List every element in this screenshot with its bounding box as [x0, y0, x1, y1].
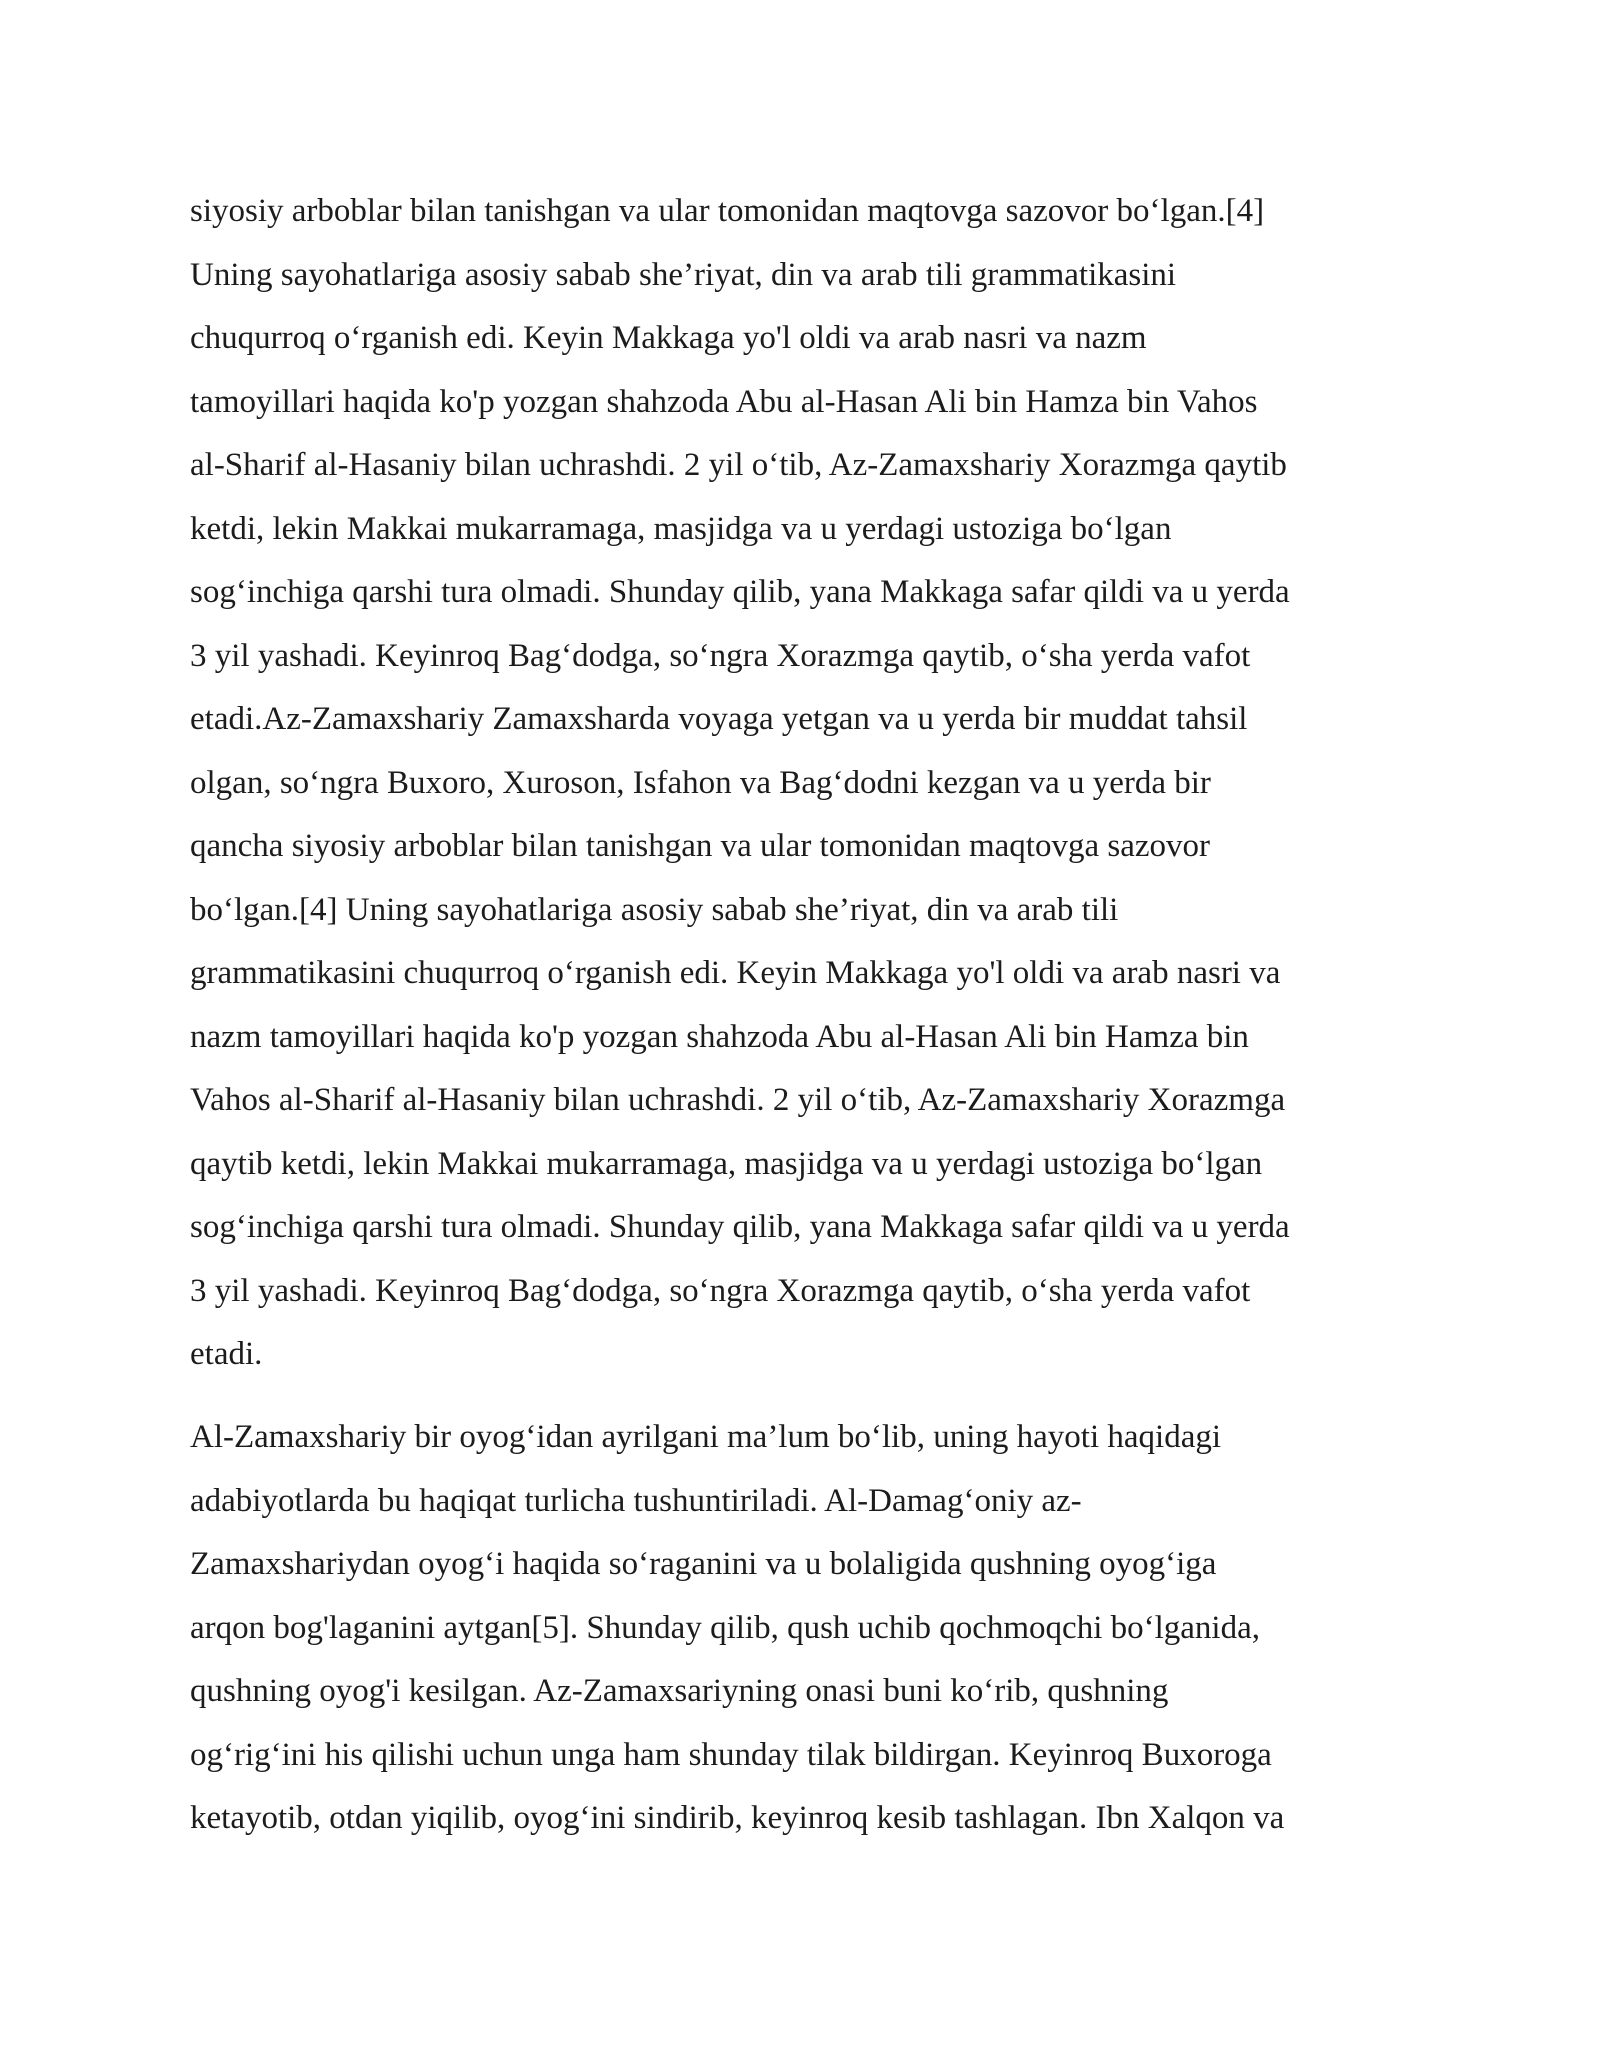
text-line: olgan, so‘ngra Buxoro, Xuroson, Isfahon va Bag‘dodni kezgan va u yerda bir [190, 764, 1211, 801]
text-line: qushning oyog'i kesilgan. Az-Zamaxsariyning onasi buni ko‘rib, qushning [190, 1673, 1169, 1709]
text-line: siyosiy arboblar bilan tanishgan va ular tomonidan maqtovga sazovor bo‘lgan.[4] [190, 193, 1265, 229]
text-line: 3 yil yashadi. Keyinroq Bag‘dodga, so‘ngra Xorazmga qaytib, o‘sha yerda vafot [190, 637, 1251, 674]
text-line: etadi.Az-Zamaxshariy Zamaxsharda voyaga yetgan va u yerda bir muddat tahsil [190, 701, 1248, 737]
text-line: Al-Zamaxshariy bir oyog‘idan ayrilgani ma’lum bo‘lib, uning hayoti haqidagi [190, 1419, 1222, 1455]
text-line: qancha siyosiy arboblar bilan tanishgan va ular tomonidan maqtovga sazovor [190, 828, 1210, 864]
text-line: 3 yil yashadi. Keyinroq Bag‘dodga, so‘ngra Xorazmga qaytib, o‘sha yerda vafot [190, 1272, 1251, 1309]
text-line: qaytib ketdi, lekin Makkai mukarramaga, masjidga va u yerdagi ustoziga bo‘lgan [190, 1145, 1263, 1182]
text-line: nazm tamoyillari haqida ko'p yozgan shahzoda Abu al-Hasan Ali bin Hamza bin [190, 1018, 1249, 1055]
text-line: Vahos al-Sharif al-Hasaniy bilan uchrashdi. 2 yil o‘tib, Az-Zamaxshariy Xorazmga [190, 1082, 1286, 1118]
text-line: adabiyotlarda bu haqiqat turlicha tushuntiriladi. Al-Damag‘oniy az- [190, 1482, 1082, 1519]
text-line: arqon bog'laganini aytgan[5]. Shunday qilib, qush uchib qochmoqchi bo‘lganida, [190, 1609, 1260, 1646]
text-line: og‘rig‘ini his qilishi uchun unga ham shunday tilak bildirgan. Keyinroq Buxoroga [190, 1736, 1272, 1773]
text-line: bo‘lgan.[4] Uning sayohatlariga asosiy sabab she’riyat, din va arab tili [190, 891, 1119, 928]
text-line: al-Sharif al-Hasaniy bilan uchrashdi. 2 yil o‘tib, Az-Zamaxshariy Xorazmga qaytib [190, 447, 1287, 483]
text-line: sog‘inchiga qarshi tura olmadi. Shunday qilib, yana Makkaga safar qildi va u yerda [190, 574, 1290, 610]
text-line: grammatikasini chuqurroq o‘rganish edi. Keyin Makkaga yo'l oldi va arab nasri va [190, 955, 1281, 991]
text-line: Zamaxshariydan oyog‘i haqida so‘raganini va u bolaligida qushning oyog‘iga [190, 1546, 1217, 1582]
text-line: Uning sayohatlariga asosiy sabab she’riyat, din va arab tili grammatikasini [190, 256, 1177, 293]
text-line: etadi. [190, 1336, 263, 1372]
text-line: chuqurroq o‘rganish edi. Keyin Makkaga yo'l oldi va arab nasri va nazm [190, 320, 1147, 356]
text-line: ketayotib, otdan yiqilib, oyog‘ini sindirib, keyinroq kesib tashlagan. Ibn Xalqon va [190, 1800, 1285, 1836]
text-line: ketdi, lekin Makkai mukarramaga, masjidga va u yerdagi ustoziga bo‘lgan [190, 510, 1172, 547]
paragraph-2 [190, 1406, 1420, 1851]
paragraph-1 [190, 180, 1420, 1387]
text-line: sog‘inchiga qarshi tura olmadi. Shunday qilib, yana Makkaga safar qildi va u yerda [190, 1209, 1290, 1245]
text-line: tamoyillari haqida ko'p yozgan shahzoda Abu al-Hasan Ali bin Hamza bin Vahos [190, 383, 1258, 420]
